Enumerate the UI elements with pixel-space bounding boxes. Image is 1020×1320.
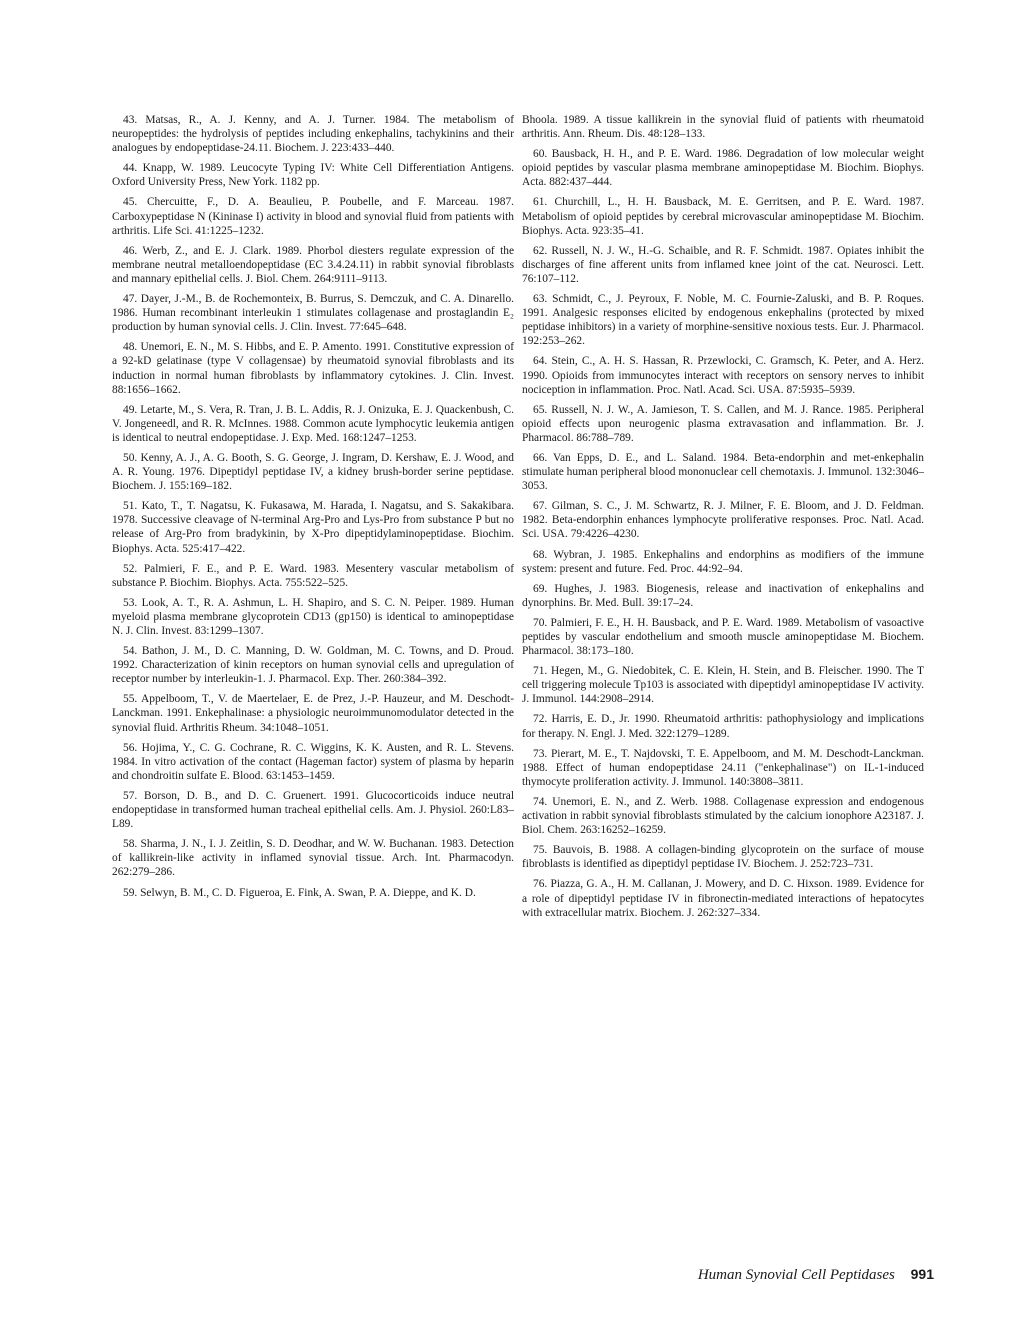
- reference-61: 61. Churchill, L., H. H. Bausback, M. E. Gerritsen, and P. E. Ward. 1987. Metabolism of opioid peptides by cerebral microvascular aminopeptidase M. Biochim. Biophys. Acta. 923:35–41.: [522, 196, 924, 237]
- reference-73: 73. Pierart, M. E., T. Najdovski, T. E. Appelboom, and M. M. Deschodt-Lanckman. 1988. Effect of human endopeptidase 24.11 ("enkephalinase") on IL-1-induced thymocyte proliferation activity. J. Immunol. 140:3808–3811.: [522, 747, 924, 788]
- reference-70: 70. Palmieri, F. E., H. H. Bausback, and P. E. Ward. 1989. Metabolism of vasoactive peptides by vascular endothelium and smooth muscle aminopeptidase M. Biochem. Pharmacol. 38:173–180.: [522, 616, 924, 658]
- reference-74: 74. Unemori, E. N., and Z. Werb. 1988. Collagenase expression and endogenous activation in rabbit synovial fibroblasts stimulated by the calcium ionophore A23187. J. Biol. Chem. 263:16252–16259.: [522, 795, 924, 837]
- reference-59-start: 59. Selwyn, B. M., C. D. Figueroa, E. Fink, A. Swan, P. A. Dieppe, and K. D.: [123, 886, 476, 899]
- reference-66: 66. Van Epps, D. E., and L. Saland. 1984. Beta-endorphin and met-enkephalin stimulate human peripheral blood mononuclear cell chemotaxis. J. Immunol. 132:3046–3053.: [522, 451, 924, 493]
- reference-51: 51. Kato, T., T. Nagatsu, K. Fukasawa, M. Harada, I. Nagatsu, and S. Sakakibara. 1978. Successive cleavage of N-terminal Arg-Pro and Lys-Pro from substance P but no release of Arg-Pro from bradykinin, by X-Pro dipeptidylaminopeptidase. Biochim. Biophys. Acta. 525:417–422.: [112, 500, 514, 555]
- reference-75: 75. Bauvois, B. 1988. A collagen-binding glycoprotein on the surface of mouse fibroblasts is identified as dipeptidyl peptidase IV. Biochem. J. 252:723–731.: [522, 844, 924, 871]
- reference-50: 50. Kenny, A. J., A. G. Booth, S. G. George, J. Ingram, D. Kershaw, E. J. Wood, and A. R. Young. 1976. Dipeptidyl peptidase IV, a kidney brush-border serine peptidase. Biochem. J. 155:169–182.: [112, 451, 514, 493]
- reference-63: 63. Schmidt, C., J. Peyroux, F. Noble, M. C. Fournie-Zaluski, and B. P. Roques. 1991. Analgesic responses elicited by endogenous enkephalins (protected by mixed peptidase inhibitors) in a variety of morphine-sensitive noxious tests. Eur. J. Pharmacol. 192:253–262.: [522, 293, 924, 348]
- reference-55: 55. Appelboom, T., V. de Maertelaer, E. de Prez, J.-P. Hauzeur, and M. Deschodt-Lanckman. 1991. Enkephalinase: a physiologic neuroimmunomodulator detected in the synovial fluid. Arthritis Rheum. 34:1048–1051.: [112, 693, 514, 734]
- reference-71: 71. Hegen, M., G. Niedobitek, C. E. Klein, H. Stein, and B. Fleischer. 1990. The T cell triggering molecule Tp103 is associated with dipeptidyl aminopeptidase IV activity. J. Immunol. 144:2908–2914.: [522, 665, 924, 706]
- reference-64: 64. Stein, C., A. H. S. Hassan, R. Przewlocki, C. Gramsch, K. Peter, and A. Herz. 1990. Opioids from immunocytes interact with receptors on sensory nerves to inhibit nociception in inflammation. Proc. Natl. Acad. Sci. USA. 87:5935–5939.: [522, 355, 924, 396]
- reference-43: 43. Matsas, R., A. J. Kenny, and A. J. Turner. 1984. The metabolism of neuropeptides: the hydrolysis of peptides including enkephalins, tachykinins and their analogues by endopeptidase-24.11. Biochem. J. 223:433–440.: [112, 114, 514, 155]
- reference-72: 72. Harris, E. D., Jr. 1990. Rheumatoid arthritis: pathophysiology and implications for therapy. N. Engl. J. Med. 322:1279–1289.: [522, 713, 924, 740]
- reference-68: 68. Wybran, J. 1985. Enkephalins and endorphins as modifiers of the immune system: present and future. Fed. Proc. 44:92–94.: [522, 548, 924, 575]
- reference-58: 58. Sharma, J. N., I. J. Zeitlin, S. D. Deodhar, and W. W. Buchanan. 1983. Detection of kallikrein-like activity in inflamed synovial tissue. Arch. Int. Pharmacodyn. 262:279–286.: [112, 838, 514, 879]
- page-footer: [698, 1266, 934, 1284]
- reference-76: 76. Piazza, G. A., H. M. Callanan, J. Mowery, and D. C. Hixson. 1989. Evidence for a role of dipeptidyl peptidase IV in fibronectin-mediated interactions of hepatocytes with extracellular matrix. Biochem. J. 262:327–334.: [522, 878, 924, 919]
- reference-60: 60. Bausback, H. H., and P. E. Ward. 1986. Degradation of low molecular weight opioid peptides by vascular plasma membrane aminopeptidase M. Biochim. Biophys. Acta. 882:437–444.: [522, 148, 924, 189]
- reference-67: 67. Gilman, S. C., J. M. Schwartz, R. J. Milner, F. E. Bloom, and J. D. Feldman. 1982. Beta-endorphin enhances lymphocyte proliferative responses. Proc. Natl. Acad. Sci. USA. 79:4226–4230.: [522, 500, 924, 541]
- reference-column-left: [112, 113, 514, 906]
- reference-45: 45. Chercuitte, F., D. A. Beaulieu, P. Poubelle, and F. Marceau. 1987. Carboxypeptidase N (Kininase I) activity in blood and synovial fluid from patients with arthritis. Life Sci. 41:1225–1232.: [112, 196, 514, 237]
- reference-44: 44. Knapp, W. 1989. Leucocyte Typing IV: White Cell Differentiation Antigens. Oxford University Press, New York. 1182 pp.: [112, 162, 514, 189]
- running-title: Human Synovial Cell Peptidases: [697, 1267, 895, 1283]
- reference-57: 57. Borson, D. B., and D. C. Gruenert. 1991. Glucocorticoids induce neutral endopeptidase in transformed human tracheal epithelial cells. Am. J. Physiol. 260:L83–L89.: [112, 789, 514, 831]
- reference-52: 52. Palmieri, F. E., and P. E. Ward. 1983. Mesentery vascular metabolism of substance P. Biochim. Biophys. Acta. 755:522–525.: [112, 562, 514, 589]
- reference-59-continued: Bhoola. 1989. A tissue kallikrein in the synovial fluid of patients with rheumatoid arthritis. Ann. Rheum. Dis. 48:128–133.: [522, 114, 924, 141]
- reference-48: 48. Unemori, E. N., M. S. Hibbs, and E. P. Amento. 1991. Constitutive expression of a 92-kD gelatinase (type V collagensae) by rheumatoid synovial fibroblasts and its induction in normal human fibroblasts by inflammatory cytokines. J. Clin. Invest. 88:1656–1662.: [112, 341, 514, 396]
- reference-56: 56. Hojima, Y., C. G. Cochrane, R. C. Wiggins, K. K. Austen, and R. L. Stevens. 1984. In vitro activation of the contact (Hageman factor) system of plasma by heparin and chondroitin sulfate E. Blood. 63:1453–1459.: [112, 741, 514, 782]
- reference-46: 46. Werb, Z., and E. J. Clark. 1989. Phorbol diesters regulate expression of the membrane neutral metalloendopeptidase (EC 3.4.24.11) in rabbit synovial fibroblasts and mannary epithelial cells. J. Biol. Chem. 264:9111–9113.: [112, 244, 514, 285]
- reference-47: 47. Dayer, J.-M., B. de Rochemonteix, B. Burrus, S. Demczuk, and C. A. Dinarello. 1986. Human recombinant interleukin 1 stimulates collagenase and prostaglandin E₂ production by human synovial cells. J. Clin. Invest. 77:645–648.: [112, 293, 514, 334]
- reference-69: 69. Hughes, J. 1983. Biogenesis, release and inactivation of enkephalins and dynorphins. Br. Med. Bull. 39:17–24.: [522, 582, 924, 609]
- reference-column-right: [522, 113, 924, 926]
- reference-49: 49. Letarte, M., S. Vera, R. Tran, J. B. L. Addis, R. J. Onizuka, E. J. Quackenbush, C. V. Jongeneedl, and R. R. McInnes. 1988. Common acute lymphocytic leukemia antigen is identical to neutral endopeptidase. J. Exp. Med. 168:1247–1253.: [112, 403, 514, 444]
- reference-65: 65. Russell, N. J. W., A. Jamieson, T. S. Callen, and M. J. Rance. 1985. Peripheral opioid effects upon neurogenic plasma extravasation and inflammation. Br. J. Pharmacol. 86:788–789.: [522, 403, 924, 444]
- reference-53: 53. Look, A. T., R. A. Ashmun, L. H. Shapiro, and S. C. N. Peiper. 1989. Human myeloid plasma membrane glycoprotein CD13 (gp150) is identical to aminopeptidase N. J. Clin. Invest. 83:1299–1307.: [112, 596, 514, 637]
- reference-54: 54. Bathon, J. M., D. C. Manning, D. W. Goldman, M. C. Towns, and D. Proud. 1992. Characterization of kinin receptors on human synovial cells and upregulation of receptor number by interleukin-1. J. Pharmacol. Exp. Ther. 260:384–392.: [112, 645, 514, 686]
- reference-62: 62. Russell, N. J. W., H.-G. Schaible, and R. F. Schmidt. 1987. Opiates inhibit the discharges of fine afferent units from inflamed knee joint of the cat. Neurosci. Lett. 76:107–112.: [522, 244, 924, 285]
- page-number: 991: [910, 1266, 934, 1282]
